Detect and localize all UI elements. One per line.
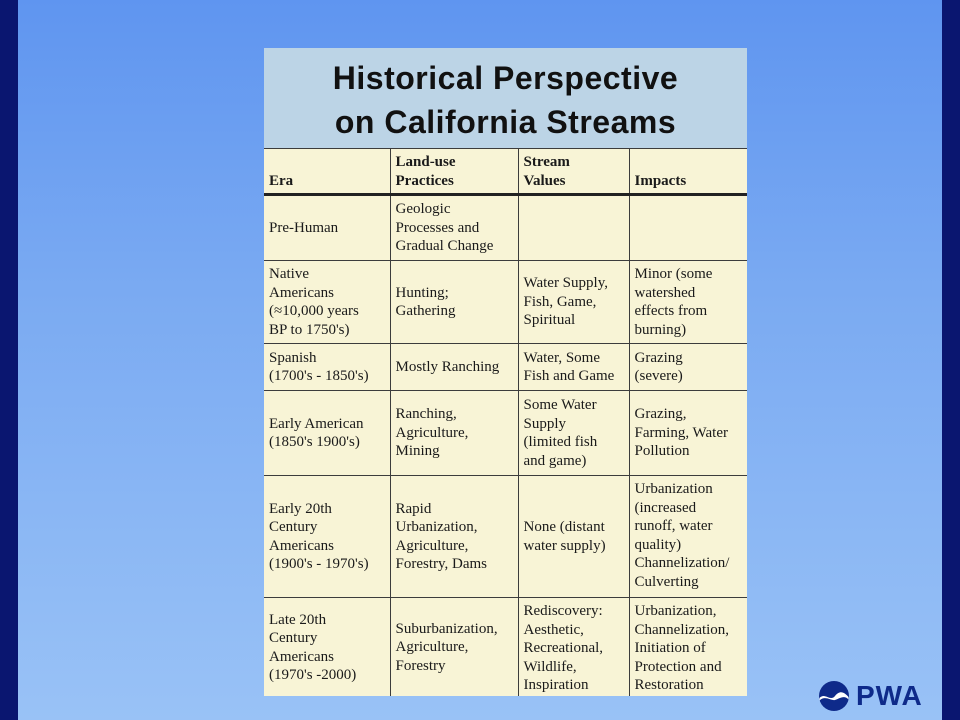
impacts-cell: Urbanization, Channelization, Initiation of Protection and Restoration xyxy=(629,598,747,697)
land-use-cell: Ranching, Agriculture, Mining xyxy=(390,391,518,476)
stream-values-cell: None (distant water supply) xyxy=(518,476,629,598)
pwa-wave-logo-icon xyxy=(818,680,850,712)
land-use-cell: Suburbanization, Agriculture, Forestry xyxy=(390,598,518,697)
land-use-cell: Geologic Processes and Gradual Change xyxy=(390,195,518,261)
table-row xyxy=(264,344,747,391)
era-cell: Early 20th Century Americans (1900's - 1970's) xyxy=(264,476,390,598)
header-stream-values: Stream Values xyxy=(518,149,629,195)
pwa-logo xyxy=(818,678,938,714)
impacts-cell xyxy=(629,195,747,261)
stream-values-cell: Water, Some Fish and Game xyxy=(518,344,629,391)
impacts-cell: Minor (some watershed effects from burning) xyxy=(629,261,747,344)
land-use-cell: Mostly Ranching xyxy=(390,344,518,391)
stream-values-cell: Water Supply, Fish, Game, Spiritual xyxy=(518,261,629,344)
table-row xyxy=(264,391,747,476)
logo-text: PWA xyxy=(856,680,923,711)
table-header-row xyxy=(264,149,747,195)
era-cell: Early American (1850's 1900's) xyxy=(264,391,390,476)
impacts-cell: Grazing (severe) xyxy=(629,344,747,391)
era-cell: Pre-Human xyxy=(264,195,390,261)
header-land-use: Land-use Practices xyxy=(390,149,518,195)
history-table xyxy=(264,148,747,696)
header-impacts: Impacts xyxy=(629,149,747,195)
table-row xyxy=(264,261,747,344)
header-era: Era xyxy=(264,149,390,195)
land-use-cell: Hunting; Gathering xyxy=(390,261,518,344)
title-band xyxy=(264,48,747,148)
impacts-cell: Urbanization (increased runoff, water quality) Channelization/ Culverting xyxy=(629,476,747,598)
history-table-image xyxy=(264,48,747,696)
era-cell: Spanish (1700's - 1850's) xyxy=(264,344,390,391)
era-cell: Native Americans (≈10,000 years BP to 1750's) xyxy=(264,261,390,344)
land-use-cell: Rapid Urbanization, Agriculture, Forestry, Dams xyxy=(390,476,518,598)
stream-values-cell: Some Water Supply (limited fish and game) xyxy=(518,391,629,476)
table-row xyxy=(264,195,747,261)
slide-title-line-1: Historical Perspective xyxy=(332,60,679,96)
impacts-cell: Grazing, Farming, Water Pollution xyxy=(629,391,747,476)
era-cell: Late 20th Century Americans (1970's -2000) xyxy=(264,598,390,697)
table-row xyxy=(264,598,747,697)
stream-values-cell xyxy=(518,195,629,261)
table-row xyxy=(264,476,747,598)
slide-title-line-2: on California Streams xyxy=(334,104,677,140)
stream-values-cell: Rediscovery: Aesthetic, Recreational, Wildlife, Inspiration xyxy=(518,598,629,697)
